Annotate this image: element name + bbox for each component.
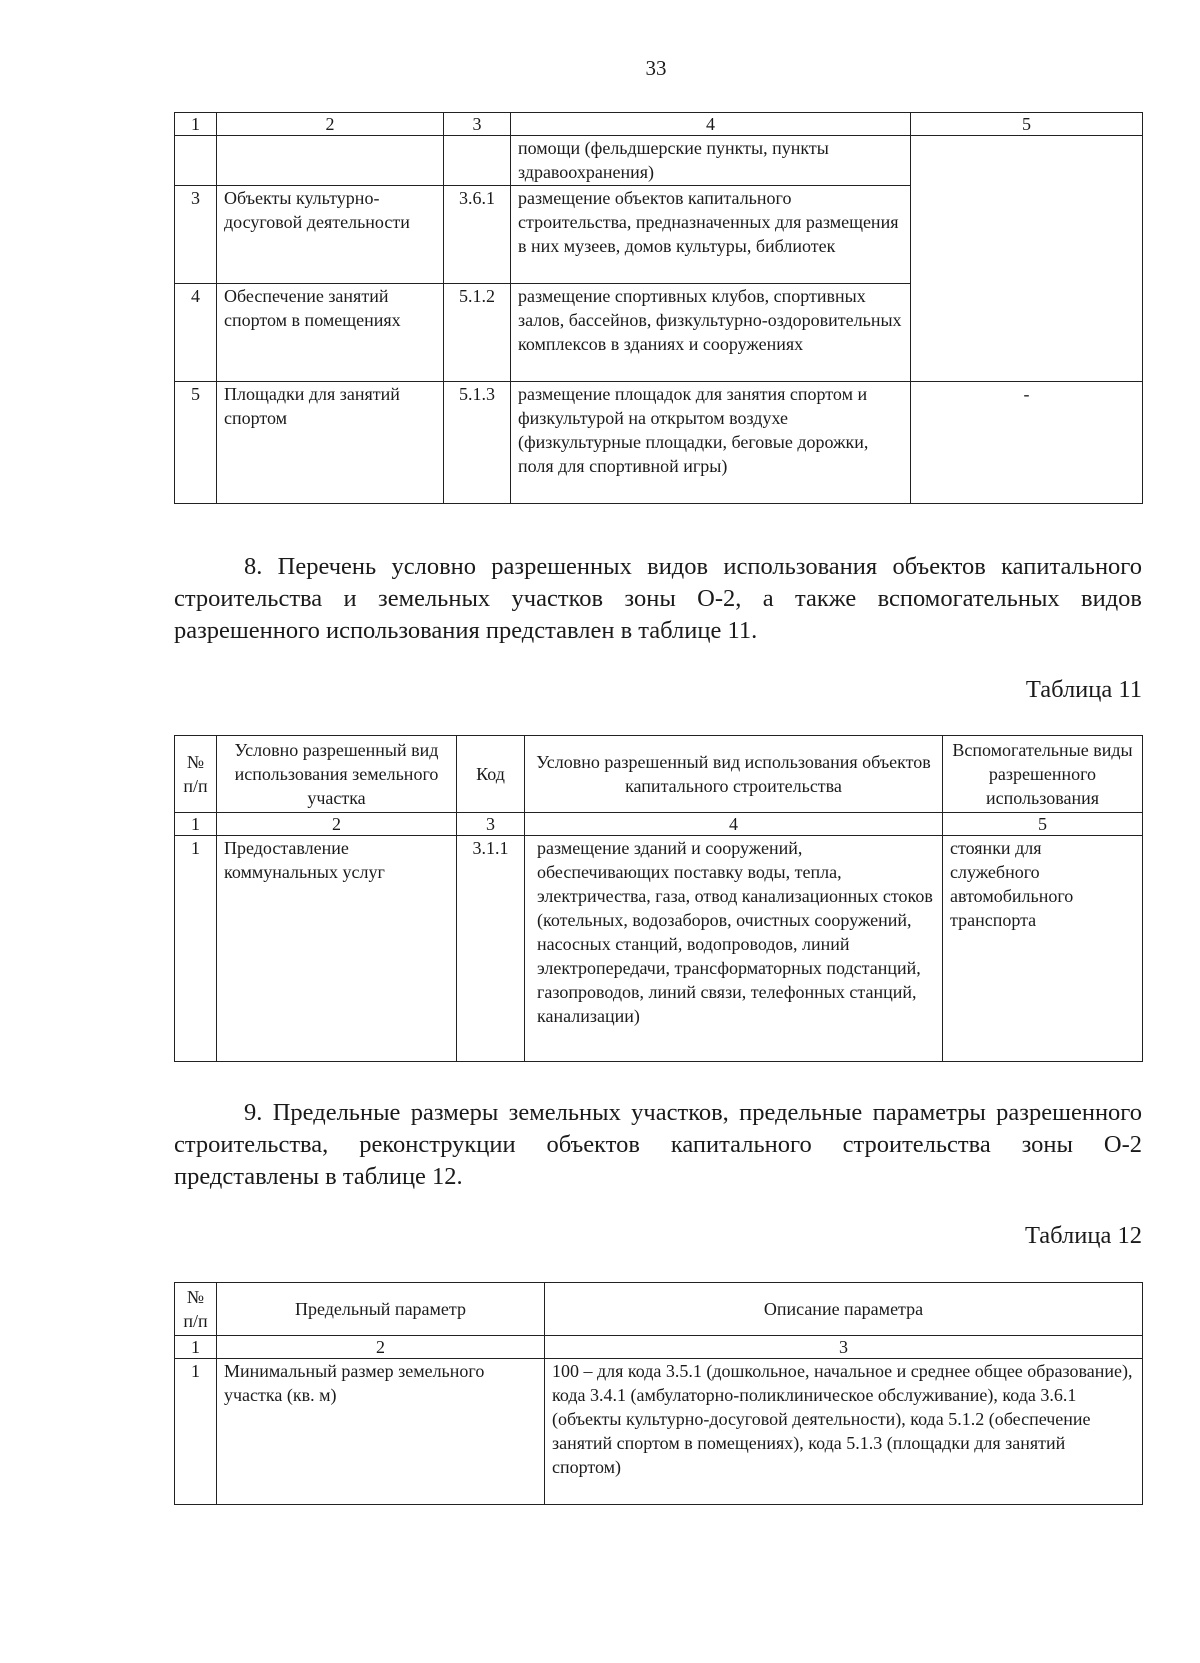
column-number: 3 xyxy=(457,813,525,836)
table-12-caption: Таблица 12 xyxy=(1024,1222,1142,1249)
row-number xyxy=(175,136,217,186)
auxiliary-use: стоянки для служебного автомобильного транспорта xyxy=(943,836,1143,1062)
land-use-name: Площадки для занятий спортом xyxy=(217,382,444,504)
table-12 xyxy=(174,1282,1143,1505)
row-number: 1 xyxy=(175,836,217,1062)
table-row xyxy=(175,136,1143,186)
column-number: 4 xyxy=(511,113,911,136)
use-code: 5.1.2 xyxy=(444,284,511,382)
header-land-use: Условно разрешенный вид использования земельного участка xyxy=(217,736,457,813)
header-code: Код xyxy=(457,736,525,813)
page-number: 33 xyxy=(645,56,667,80)
column-number: 1 xyxy=(175,113,217,136)
row-number: 3 xyxy=(175,186,217,284)
column-number: 4 xyxy=(525,813,943,836)
column-number: 2 xyxy=(217,1336,545,1359)
column-numbers-row xyxy=(175,813,1143,836)
row-number: 4 xyxy=(175,284,217,382)
header-parameter: Предельный параметр xyxy=(217,1283,545,1336)
header-number: № п/п xyxy=(175,736,217,813)
table-row xyxy=(175,836,1143,1062)
column-number: 2 xyxy=(217,113,444,136)
row-number: 5 xyxy=(175,382,217,504)
paragraph-8: 8. Перечень условно разрешенных видов использования объектов капитального строительства и земельных участков зоны О-2, а также вспомогательных видов разрешенного использования представлен в таблице 11. xyxy=(174,553,1142,644)
use-description: размещение спортивных клубов, спортивных залов, бассейнов, физкультурно-оздоровительных комплексов в зданиях и сооружениях xyxy=(511,284,911,382)
column-number: 5 xyxy=(943,813,1143,836)
land-use-name xyxy=(217,136,444,186)
land-use-name: Объекты культурно-досуговой деятельности xyxy=(217,186,444,284)
column-number: 1 xyxy=(175,813,217,836)
column-numbers-row xyxy=(175,1336,1143,1359)
use-code: 3.6.1 xyxy=(444,186,511,284)
use-description: размещение площадок для занятия спортом и физкультурой на открытом воздухе (физкультурные площадки, беговые дорожки, поля для спортивной игры) xyxy=(511,382,911,504)
table-11 xyxy=(174,735,1143,1062)
use-description: помощи (фельдшерские пункты, пункты здравоохранения) xyxy=(511,136,911,186)
column-number: 3 xyxy=(545,1336,1143,1359)
column-number: 2 xyxy=(217,813,457,836)
column-number: 5 xyxy=(911,113,1143,136)
header-description: Описание параметра xyxy=(545,1283,1143,1336)
parameter-description: 100 – для кода 3.5.1 (дошкольное, начальное и среднее общее образование), кода 3.4.1 (амбулаторно-поликлиническое обслуживание), кода 3.6.1 (объекты культурно-досуговой деятельности), кода 5.1.2 (обеспечение занятий спортом в помещениях), кода 5.1.3 (площадки для занятий спортом) xyxy=(545,1359,1143,1505)
land-use-name: Предоставление коммунальных услуг xyxy=(217,836,457,1062)
use-code: 5.1.3 xyxy=(444,382,511,504)
land-use-name: Обеспечение занятий спортом в помещениях xyxy=(217,284,444,382)
header-row xyxy=(175,1283,1143,1336)
row-number: 1 xyxy=(175,1359,217,1505)
table-11-caption: Таблица 11 xyxy=(1025,676,1142,703)
column-number: 3 xyxy=(444,113,511,136)
paragraph-9: 9. Предельные размеры земельных участков, предельные параметры разрешенного строительства, реконструкции объектов капитального строительства зоны О-2 представлены в таблице 12. xyxy=(174,1099,1142,1190)
auxiliary-use: - xyxy=(911,382,1143,504)
parameter-name: Минимальный размер земельного участка (кв. м) xyxy=(217,1359,545,1505)
table-continued xyxy=(174,112,1143,504)
use-code xyxy=(444,136,511,186)
table-row xyxy=(175,1359,1143,1505)
auxiliary-use xyxy=(911,136,1143,382)
use-code: 3.1.1 xyxy=(457,836,525,1062)
table-row xyxy=(175,382,1143,504)
column-number: 1 xyxy=(175,1336,217,1359)
column-numbers-row xyxy=(175,113,1143,136)
header-number: № п/п xyxy=(175,1283,217,1336)
use-description: размещение зданий и сооружений, обеспечивающих поставку воды, тепла, электричества, газа, отвод канализационных стоков (котельных, водозаборов, очистных сооружений, насосных станций, водопроводов, линий электропередачи, трансформаторных подстанций, газопроводов, линий связи, телефонных станций, канализации) xyxy=(525,836,943,1062)
use-description: размещение объектов капитального строительства, предназначенных для размещения в них музеев, домов культуры, библиотек xyxy=(511,186,911,284)
header-row xyxy=(175,736,1143,813)
header-auxiliary-use: Вспомогательные виды разрешенного использования xyxy=(943,736,1143,813)
header-construction-use: Условно разрешенный вид использования объектов капитального строительства xyxy=(525,736,943,813)
